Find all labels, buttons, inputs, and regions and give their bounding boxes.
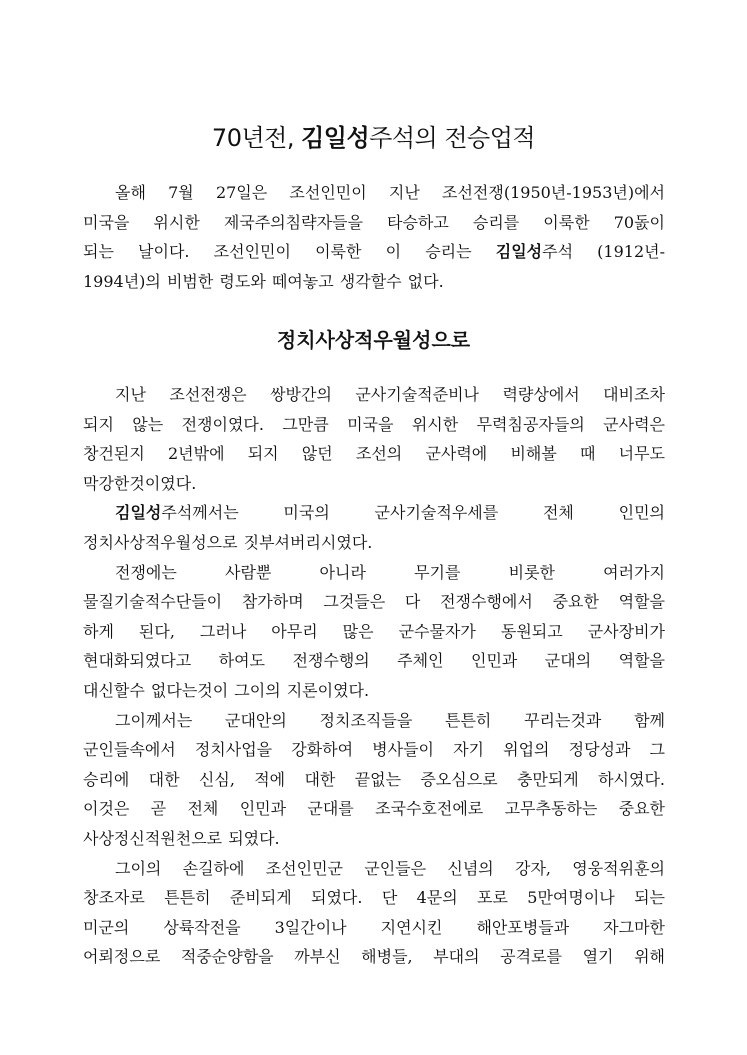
p1-line-4: 막강한것이였다. bbox=[83, 473, 197, 493]
p3-line-5: 대신할수 없다는것이 그이의 지론이였다. bbox=[83, 680, 370, 700]
paragraph-5 bbox=[83, 854, 665, 972]
document-title bbox=[0, 118, 747, 158]
paragraph-3 bbox=[83, 558, 665, 706]
p5-line-1: 그이의 손길하에 조선인민군 군인들은 신념의 강자, 영웅적위훈의 bbox=[115, 858, 665, 878]
intro-text bbox=[83, 178, 665, 296]
p3-line-2: 물질기술적수단들이 참가하며 그것들은 다 전쟁수행에서 중요한 역할을 bbox=[83, 592, 665, 612]
p3-line-3: 하게 된다, 그러나 아무리 많은 군수물자가 동원되고 군사장비가 bbox=[83, 621, 665, 641]
p2-line-2: 정치사상적우월성으로 짓부셔버리시였다. bbox=[83, 532, 373, 552]
p4-line-2: 군인들속에서 정치사업을 강화하여 병사들이 자기 위업의 정당성과 그 bbox=[83, 740, 665, 760]
p5-line-3: 미군의 상륙작전을 3일간이나 지연시킨 해안포병들과 자그마한 bbox=[83, 917, 665, 937]
p5-line-4: 어뢰정으로 적중순양함을 까부신 해병들, 부대의 공격로를 열기 위해 bbox=[83, 947, 665, 967]
p5-line-2: 창조자로 튼튼히 준비되게 되였다. 단 4문의 포로 5만여명이나 되는 bbox=[83, 888, 665, 908]
intro-line-2: 미국을 위시한 제국주의침략자들을 타승하고 승리를 이룩한 70돐이 bbox=[83, 212, 665, 232]
title-bold-name: 김일성 bbox=[301, 124, 370, 152]
title-part-2: 주석의 전승업적 bbox=[369, 124, 536, 152]
paragraph-2 bbox=[83, 498, 665, 557]
paragraph-4 bbox=[83, 706, 665, 854]
p1-line-2: 되지 않는 전쟁이였다. 그만큼 미국을 위시한 무력침공자들의 군사력은 bbox=[83, 414, 665, 434]
p2-line-1-text: 주석께서는 미국의 군사기술적우세를 전체 인민의 bbox=[161, 503, 665, 523]
p4-line-3: 승리에 대한 신심, 적에 대한 끝없는 증오심으로 충만되게 하시였다. bbox=[83, 769, 665, 789]
p4-line-4: 이것은 곧 전체 인민과 군대를 조국수호전에로 고무추동하는 중요한 bbox=[83, 799, 665, 819]
p2-line-1 bbox=[83, 498, 665, 528]
p4-line-1: 그이께서는 군대안의 정치조직들을 튼튼히 꾸리는것과 함께 bbox=[115, 710, 665, 730]
p4-line-5: 사상정신적원천으로 되였다. bbox=[83, 828, 280, 848]
intro-line-3-tail: 주석 (1912년- bbox=[542, 242, 665, 262]
p1-line-1: 지난 조선전쟁은 쌍방간의 군사기술적준비나 력량상에서 대비조차 bbox=[115, 385, 665, 404]
p1-line-3: 창건된지 2년밖에 되지 않던 조선의 군사력에 비해볼 때 너무도 bbox=[83, 444, 665, 464]
intro-paragraph bbox=[83, 178, 665, 296]
section-heading: 정치사상적우월성으로 bbox=[276, 328, 471, 352]
intro-line-3 bbox=[83, 237, 665, 267]
section-body bbox=[83, 380, 665, 972]
intro-line-1: 올해 7월 27일은 조선인민이 지난 조선전쟁(1950년-1953년)에서 bbox=[115, 183, 665, 202]
intro-bold-name: 김일성 bbox=[495, 242, 543, 262]
intro-line-3-head: 되는 날이다. 조선인민이 이룩한 이 승리는 bbox=[83, 242, 496, 262]
p3-line-1: 전쟁에는 사람뿐 아니라 무기를 비롯한 여러가지 bbox=[115, 562, 665, 582]
intro-line-4: 1994년)의 비범한 령도와 떼여놓고 생각할수 없다. bbox=[83, 271, 444, 291]
p2-bold-name: 김일성 bbox=[115, 503, 162, 523]
p3-line-4: 현대화되였다고 하여도 전쟁수행의 주체인 인민과 군대의 역할을 bbox=[83, 651, 665, 671]
paragraph-1 bbox=[83, 380, 665, 498]
title-part-1: 70년전, bbox=[211, 124, 302, 152]
